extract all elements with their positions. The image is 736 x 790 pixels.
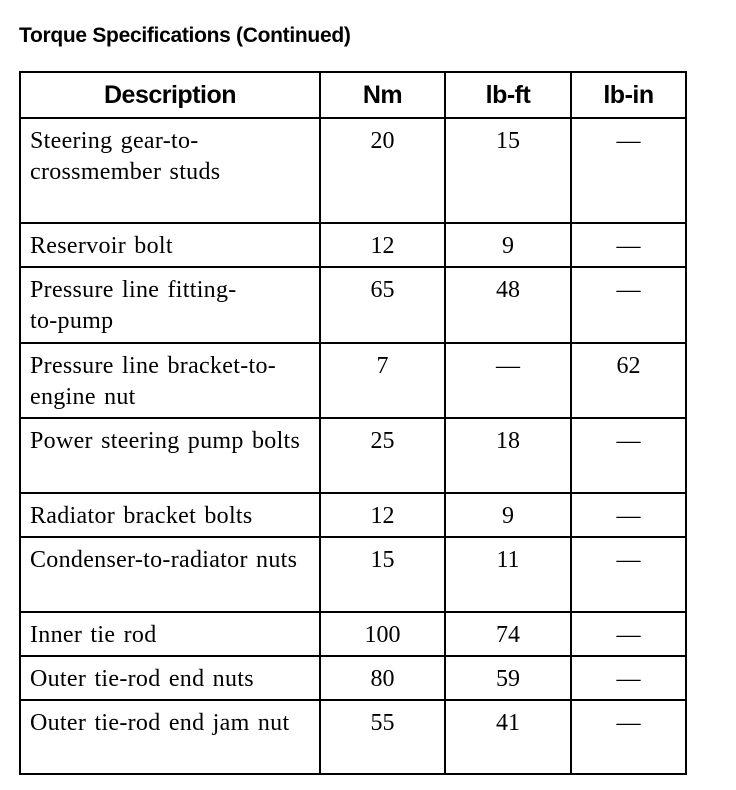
cell-lb-ft: 41 xyxy=(445,700,571,774)
cell-description: Pressure line bracket-to-engine nut xyxy=(20,343,320,418)
cell-lb-in: — xyxy=(571,656,686,700)
table-row xyxy=(20,537,686,612)
header-lb-in: lb-in xyxy=(571,72,686,118)
table-row xyxy=(20,612,686,656)
cell-lb-in: 62 xyxy=(571,343,686,418)
cell-lb-in: — xyxy=(571,118,686,223)
cell-description: Radiator bracket bolts xyxy=(20,493,320,537)
cell-nm: 55 xyxy=(320,700,445,774)
cell-lb-ft: — xyxy=(445,343,571,418)
table-row xyxy=(20,118,686,223)
table-row xyxy=(20,418,686,493)
cell-lb-in: — xyxy=(571,493,686,537)
cell-description: Condenser-to-radiator nuts xyxy=(20,537,320,612)
header-description: Description xyxy=(20,72,320,118)
cell-lb-in: — xyxy=(571,537,686,612)
cell-nm: 80 xyxy=(320,656,445,700)
cell-description: Reservoir bolt xyxy=(20,223,320,267)
cell-lb-ft: 9 xyxy=(445,493,571,537)
table-row xyxy=(20,656,686,700)
cell-lb-in: — xyxy=(571,612,686,656)
page-title: Torque Specifications (Continued) xyxy=(19,24,351,47)
table-row xyxy=(20,267,686,343)
cell-lb-ft: 59 xyxy=(445,656,571,700)
cell-lb-in: — xyxy=(571,223,686,267)
cell-nm: 100 xyxy=(320,612,445,656)
cell-description: Power steering pump bolts xyxy=(20,418,320,493)
cell-lb-ft: 48 xyxy=(445,267,571,343)
cell-nm: 12 xyxy=(320,493,445,537)
header-lb-ft: lb-ft xyxy=(445,72,571,118)
cell-description: Inner tie rod xyxy=(20,612,320,656)
cell-lb-ft: 15 xyxy=(445,118,571,223)
cell-nm: 7 xyxy=(320,343,445,418)
cell-lb-in: — xyxy=(571,700,686,774)
table-row xyxy=(20,493,686,537)
torque-spec-table xyxy=(19,71,687,775)
table-row xyxy=(20,700,686,774)
cell-nm: 65 xyxy=(320,267,445,343)
header-nm: Nm xyxy=(320,72,445,118)
cell-nm: 20 xyxy=(320,118,445,223)
cell-description: Outer tie-rod end jam nut xyxy=(20,700,320,774)
cell-description: Pressure line fitting-to-pump xyxy=(20,267,320,343)
cell-lb-ft: 18 xyxy=(445,418,571,493)
table-row xyxy=(20,343,686,418)
cell-lb-ft: 9 xyxy=(445,223,571,267)
cell-lb-in: — xyxy=(571,267,686,343)
cell-description: Steering gear-to-crossmember studs xyxy=(20,118,320,223)
cell-nm: 12 xyxy=(320,223,445,267)
cell-nm: 25 xyxy=(320,418,445,493)
cell-lb-ft: 11 xyxy=(445,537,571,612)
table-row xyxy=(20,223,686,267)
cell-nm: 15 xyxy=(320,537,445,612)
cell-description: Outer tie-rod end nuts xyxy=(20,656,320,700)
cell-lb-in: — xyxy=(571,418,686,493)
cell-lb-ft: 74 xyxy=(445,612,571,656)
table-header-row xyxy=(20,72,686,118)
